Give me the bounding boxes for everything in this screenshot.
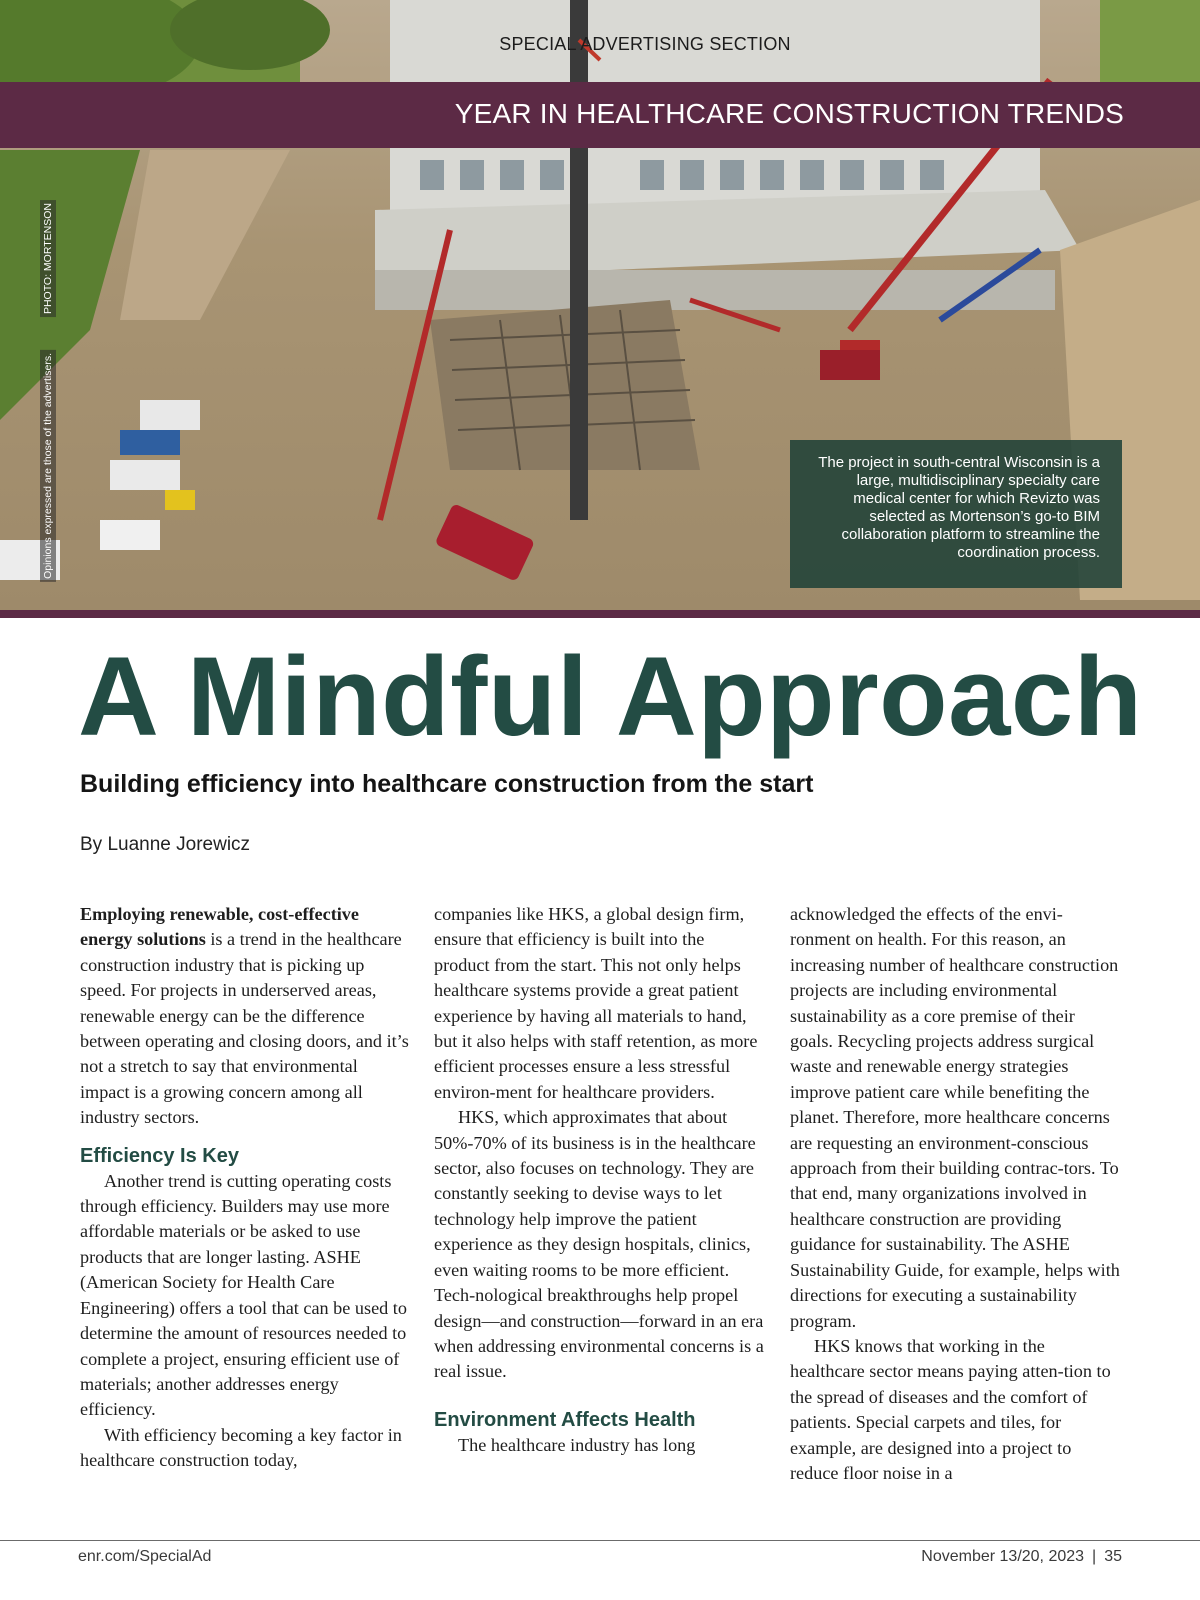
paragraph: acknowledged the effects of the envi-ronment on health. For this reason, an increasing number of healthcare construction projects are including environmental sustainability as a core premise of their goals. Recycling projects address surgical waste and renewable energy strategies improve patient care while benefiting the planet. Therefore, more healthcare concerns are requesting an environment-conscious approach from their building contrac-tors. To that end, many organizations involved in healthcare construction are providing guidance for sustainability. The ASHE Sustainability Guide, for example, helps with directions for executing a sustainability program. (790, 904, 1120, 1331)
hero-divider (0, 610, 1200, 618)
hero-photo (0, 0, 1200, 618)
paragraph (80, 902, 410, 1131)
paragraph: HKS, which approximates that about 50%-70% of its business is in the healthcare sector, also focuses on technology. They are constantly seeking to devise ways to let technology help improve the patient experience as they design hospitals, clinics, even waiting rooms to be more efficient. Tech-nological breakthroughs help propel design—and construction—forward in an era when addressing environmental concerns is a real issue. (434, 1107, 764, 1382)
paragraph: With efficiency becoming a key factor in healthcare construction today, (80, 1424, 402, 1471)
footer-url[interactable]: enr.com/SpecialAd (78, 1548, 212, 1565)
paragraph: HKS knows that working in the healthcare sector means paying atten-tion to the spread of diseases and the comfort of patients. Special carpets and tiles, for example, are designed into a project to reduce floor noise in a (790, 1335, 1111, 1483)
paragraph: The healthcare industry has long (458, 1434, 696, 1455)
banner-title: YEAR IN HEALTHCARE CONSTRUCTION TRENDS (454, 98, 1124, 129)
lead-in-text: Employing renewable, cost-effective energy solutions (80, 904, 359, 950)
paragraph-text: is a trend in the healthcare construction industry that is picking up speed. For projects in underserved areas, renewable energy can be the difference between operating and closing doors, and it’s not a stretch to say that environmental impact is a growing concern among all industry sectors. (80, 929, 409, 1128)
article-column-3 (790, 902, 1120, 1486)
section-heading-environment: Environment Affects Health (434, 1408, 696, 1431)
article-byline: By Luanne Jorewicz (80, 834, 251, 855)
photo-caption: The project in south-central Wisconsin is a large, multidisciplinary specialty care medical center for which Revizto was selected as Mortenson’s go-to BIM collaboration platform to streamline the coordination process. (790, 440, 1122, 588)
article-subtitle: Building efficiency into healthcare construction from the start (80, 770, 814, 798)
footer-separator: | (1092, 1548, 1097, 1565)
section-banner (0, 82, 1200, 148)
article-column-2 (434, 902, 764, 1458)
footer-issue-info (921, 1548, 1122, 1566)
opinion-disclaimer: Opinions expressed are those of the advertisers. (40, 350, 56, 582)
special-section-label: SPECIAL ADVERTISING SECTION (499, 34, 791, 54)
paragraph: Another trend is cutting operating costs through efficiency. Builders may use more affordable materials or be asked to use products that are longer lasting. ASHE (American Society for Health Care Engineering) offers a tool that can be used to determine the amount of resources needed to complete a project, ensuring efficient use of materials; another addresses energy efficiency. (80, 1170, 407, 1420)
footer-divider (0, 1540, 1200, 1541)
page-number: 35 (1104, 1548, 1122, 1565)
paragraph: companies like HKS, a global design firm, ensure that efficiency is built into the product from the start. This not only helps healthcare systems provide a great patient experience by having all materials to hand, but it also helps with staff retention, as more efficient processes ensure a less stressful environ-ment for healthcare providers. (434, 904, 758, 1102)
article-column-1 (80, 902, 410, 1474)
issue-date: November 13/20, 2023 (921, 1548, 1085, 1565)
article-title: A Mindful Approach (78, 634, 1143, 759)
photo-credit: PHOTO: MORTENSON (40, 200, 56, 317)
section-heading-efficiency: Efficiency Is Key (80, 1144, 239, 1167)
